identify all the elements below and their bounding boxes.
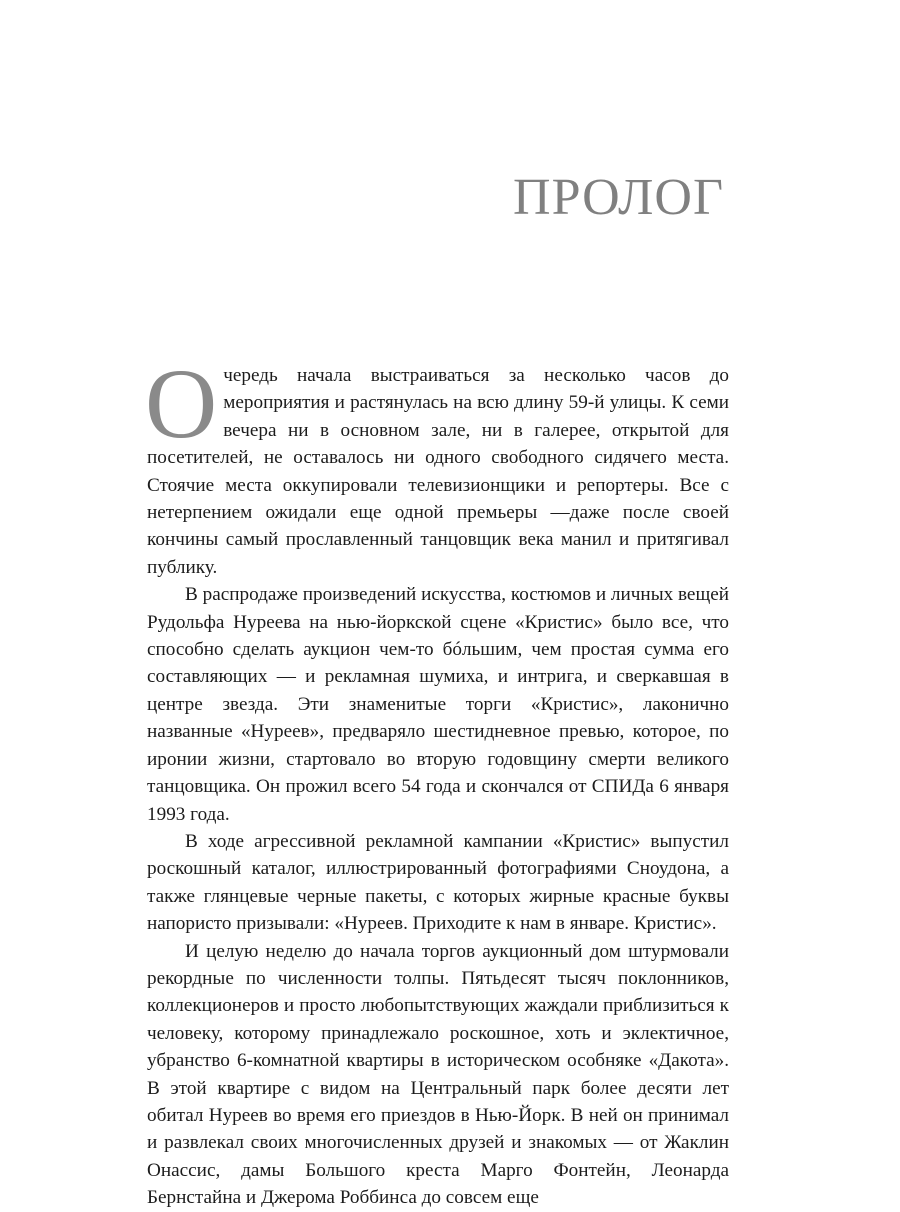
paragraph-1 [145, 348, 729, 581]
paragraph-1-text: чередь начала выстраиваться за несколько часов до мероприятия и растянулась на всю длину 59-й улицы. К семи вечера ни в основном зале, ни в галерее, открытой для посетителей, не оставалось ни одного свободного сидячего места. Стоячие места оккупировали телевизионщики и репортеры. Все с нетерпением ожидали еще одной премьеры —даже после своей кончины самый прославленный танцовщик века манил и притягивал публику. [147, 365, 729, 578]
chapter-title: ПРОЛОГ [513, 169, 724, 226]
drop-cap: О [145, 348, 218, 459]
paragraph-3: В ходе агрессивной рекламной кампании «Кристис» выпустил роскошный каталог, иллюстрированный фотографиями Сноудона, а также глянцевые черные пакеты, с которых жирные красные буквы напористо призывали: «Нуреев. Приходите к нам в январе. Кристис». [147, 830, 729, 935]
paragraph-4: И целую неделю до начала торгов аукционный дом штурмовали рекордные по численности толпы. Пятьдесят тысяч поклонников, коллекционеров и просто любопытствующих жаждали приблизиться к человеку, которому принадлежало роскошное, хоть и эклектичное, убранство 6-комнатной квартиры в историческом особняке «Дакота». В этой квартире с видом на Центральный парк более десяти лет обитал Нуреев во время его приездов в Нью-Йорк. В ней он принимал и развлекал своих многочисленных друзей и знакомых — от Жаклин Онассис, дамы Большого креста Марго Фонтейн, Леонарда Бернстайна и Джерома Роббинса до совсем еще [147, 940, 729, 1209]
paragraph-2: В распродаже произведений искусства, костюмов и личных вещей Рудольфа Нуреева на нью-йоркской сцене «Кристис» было все, что способно сделать аукцион чем-то бóльшим, чем простая сумма его составляющих — и рекламная шумиха, и интрига, и сверкавшая в центре звезда. Эти знаменитые торги «Кристис», лаконично названные «Нуреев», предваряло шестидневное превью, которое, по иронии жизни, стартовало во вторую годовщину смерти великого танцовщика. Он прожил всего 54 года и скончался от СПИДа 6 января 1993 года. [147, 584, 730, 825]
body-text [145, 348, 730, 1212]
